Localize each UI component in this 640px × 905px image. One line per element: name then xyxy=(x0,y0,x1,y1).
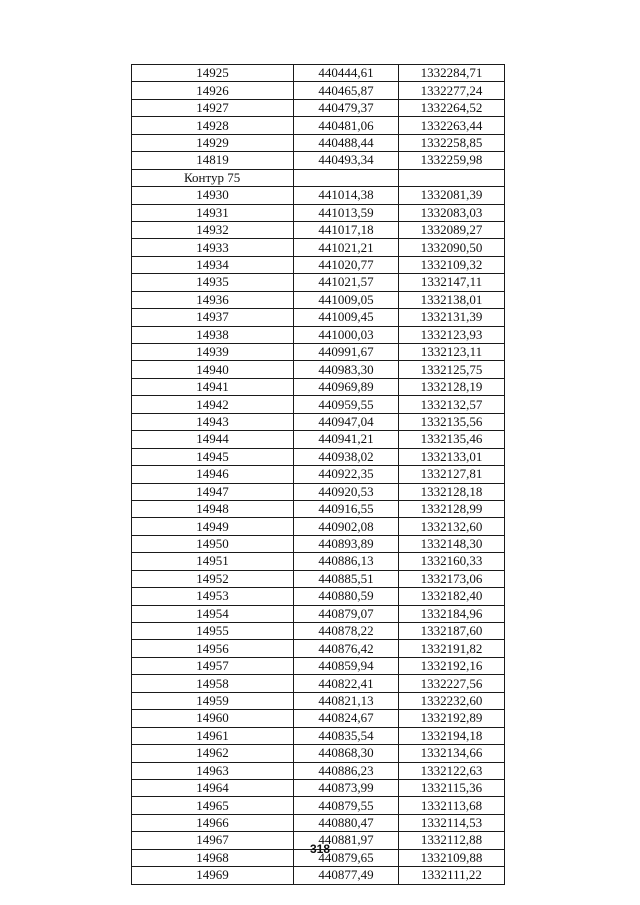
x-coordinate-cell: 441020,77 xyxy=(294,256,399,273)
y-coordinate-cell: 1332192,16 xyxy=(399,657,505,674)
point-number-cell: 14957 xyxy=(132,657,294,674)
table-row xyxy=(132,762,505,779)
table-row xyxy=(132,291,505,308)
point-number-cell: 14937 xyxy=(132,309,294,326)
x-coordinate-cell: 441013,59 xyxy=(294,204,399,221)
y-coordinate-cell: 1332182,40 xyxy=(399,588,505,605)
table-row xyxy=(132,204,505,221)
y-coordinate-cell: 1332112,88 xyxy=(399,832,505,849)
x-coordinate-cell: 440876,42 xyxy=(294,640,399,657)
point-number-cell: 14929 xyxy=(132,134,294,151)
table-row xyxy=(132,745,505,762)
x-coordinate-cell: 440859,94 xyxy=(294,657,399,674)
x-coordinate-cell: 440881,97 xyxy=(294,832,399,849)
point-number-cell: 14941 xyxy=(132,378,294,395)
y-coordinate-cell: 1332128,99 xyxy=(399,500,505,517)
y-coordinate-cell: 1332258,85 xyxy=(399,134,505,151)
y-coordinate-cell: 1332122,63 xyxy=(399,762,505,779)
point-number-cell: 14955 xyxy=(132,623,294,640)
point-number-cell: 14968 xyxy=(132,849,294,866)
point-number-cell: 14932 xyxy=(132,221,294,238)
table-row xyxy=(132,378,505,395)
point-number-cell: 14947 xyxy=(132,483,294,500)
table-row xyxy=(132,152,505,169)
table-row xyxy=(132,431,505,448)
x-coordinate-cell: 440880,47 xyxy=(294,814,399,831)
coordinates-table-body xyxy=(132,65,505,885)
table-row xyxy=(132,553,505,570)
point-number-cell: 14962 xyxy=(132,745,294,762)
table-row xyxy=(132,239,505,256)
y-coordinate-cell: 1332125,75 xyxy=(399,361,505,378)
x-coordinate-cell: 440941,21 xyxy=(294,431,399,448)
x-coordinate-cell: 440488,44 xyxy=(294,134,399,151)
y-coordinate-cell: 1332194,18 xyxy=(399,727,505,744)
y-coordinate-cell: 1332132,57 xyxy=(399,396,505,413)
point-number-cell: 14945 xyxy=(132,448,294,465)
table-row xyxy=(132,867,505,884)
y-coordinate-cell: 1332133,01 xyxy=(399,448,505,465)
x-coordinate-cell: 440969,89 xyxy=(294,378,399,395)
point-number-cell: 14960 xyxy=(132,710,294,727)
empty-cell xyxy=(294,169,399,186)
point-number-cell: 14942 xyxy=(132,396,294,413)
y-coordinate-cell: 1332127,81 xyxy=(399,466,505,483)
y-coordinate-cell: 1332111,22 xyxy=(399,867,505,884)
point-number-cell: 14939 xyxy=(132,344,294,361)
x-coordinate-cell: 440868,30 xyxy=(294,745,399,762)
table-row xyxy=(132,326,505,343)
point-number-cell: 14928 xyxy=(132,117,294,134)
y-coordinate-cell: 1332173,06 xyxy=(399,570,505,587)
x-coordinate-cell: 440959,55 xyxy=(294,396,399,413)
table-row xyxy=(132,117,505,134)
y-coordinate-cell: 1332109,32 xyxy=(399,256,505,273)
x-coordinate-cell: 441009,05 xyxy=(294,291,399,308)
x-coordinate-cell: 441021,21 xyxy=(294,239,399,256)
table-row xyxy=(132,605,505,622)
y-coordinate-cell: 1332147,11 xyxy=(399,274,505,291)
table-row xyxy=(132,448,505,465)
table-row xyxy=(132,65,505,82)
table-row xyxy=(132,518,505,535)
point-number-cell: 14940 xyxy=(132,361,294,378)
point-number-cell: 14967 xyxy=(132,832,294,849)
table-row xyxy=(132,535,505,552)
x-coordinate-cell: 440479,37 xyxy=(294,99,399,116)
table-row xyxy=(132,396,505,413)
y-coordinate-cell: 1332113,68 xyxy=(399,797,505,814)
y-coordinate-cell: 1332123,11 xyxy=(399,344,505,361)
y-coordinate-cell: 1332284,71 xyxy=(399,65,505,82)
x-coordinate-cell: 440880,59 xyxy=(294,588,399,605)
y-coordinate-cell: 1332114,53 xyxy=(399,814,505,831)
point-number-cell: 14936 xyxy=(132,291,294,308)
x-coordinate-cell: 440873,99 xyxy=(294,779,399,796)
x-coordinate-cell: 440886,23 xyxy=(294,762,399,779)
table-row xyxy=(132,588,505,605)
point-number-cell: 14959 xyxy=(132,692,294,709)
x-coordinate-cell: 440465,87 xyxy=(294,82,399,99)
page-number: 318 xyxy=(309,842,331,856)
point-number-cell: 14956 xyxy=(132,640,294,657)
y-coordinate-cell: 1332134,66 xyxy=(399,745,505,762)
y-coordinate-cell: 1332277,24 xyxy=(399,82,505,99)
y-coordinate-cell: 1332191,82 xyxy=(399,640,505,657)
x-coordinate-cell: 440991,67 xyxy=(294,344,399,361)
table-row xyxy=(132,779,505,796)
table-row xyxy=(132,187,505,204)
point-number-cell: 14963 xyxy=(132,762,294,779)
point-number-cell: 14934 xyxy=(132,256,294,273)
x-coordinate-cell: 440824,67 xyxy=(294,710,399,727)
table-row xyxy=(132,814,505,831)
table-row xyxy=(132,221,505,238)
point-number-cell: 14953 xyxy=(132,588,294,605)
point-number-cell: 14964 xyxy=(132,779,294,796)
point-number-cell: 14931 xyxy=(132,204,294,221)
point-number-cell: 14950 xyxy=(132,535,294,552)
x-coordinate-cell: 440444,61 xyxy=(294,65,399,82)
y-coordinate-cell: 1332128,18 xyxy=(399,483,505,500)
x-coordinate-cell: 440916,55 xyxy=(294,500,399,517)
table-row xyxy=(132,99,505,116)
x-coordinate-cell: 440879,07 xyxy=(294,605,399,622)
table-row xyxy=(132,344,505,361)
point-number-cell: 14946 xyxy=(132,466,294,483)
empty-cell xyxy=(399,169,505,186)
y-coordinate-cell: 1332083,03 xyxy=(399,204,505,221)
x-coordinate-cell: 441014,38 xyxy=(294,187,399,204)
table-row xyxy=(132,657,505,674)
y-coordinate-cell: 1332090,50 xyxy=(399,239,505,256)
x-coordinate-cell: 440983,30 xyxy=(294,361,399,378)
y-coordinate-cell: 1332184,96 xyxy=(399,605,505,622)
table-row xyxy=(132,623,505,640)
y-coordinate-cell: 1332263,44 xyxy=(399,117,505,134)
point-number-cell: 14958 xyxy=(132,675,294,692)
table-row xyxy=(132,692,505,709)
x-coordinate-cell: 441017,18 xyxy=(294,221,399,238)
point-number-cell: 14943 xyxy=(132,413,294,430)
point-number-cell: 14961 xyxy=(132,727,294,744)
point-number-cell: 14966 xyxy=(132,814,294,831)
x-coordinate-cell: 440481,06 xyxy=(294,117,399,134)
table-row xyxy=(132,361,505,378)
table-row xyxy=(132,483,505,500)
y-coordinate-cell: 1332259,98 xyxy=(399,152,505,169)
contour-label: Контур 75 xyxy=(132,169,294,186)
x-coordinate-cell: 440938,02 xyxy=(294,448,399,465)
point-number-cell: 14944 xyxy=(132,431,294,448)
table-row xyxy=(132,640,505,657)
y-coordinate-cell: 1332160,33 xyxy=(399,553,505,570)
table-row xyxy=(132,134,505,151)
point-number-cell: 14954 xyxy=(132,605,294,622)
x-coordinate-cell: 440885,51 xyxy=(294,570,399,587)
x-coordinate-cell: 440879,65 xyxy=(294,849,399,866)
y-coordinate-cell: 1332135,46 xyxy=(399,431,505,448)
x-coordinate-cell: 441021,57 xyxy=(294,274,399,291)
y-coordinate-cell: 1332109,88 xyxy=(399,849,505,866)
x-coordinate-cell: 440822,41 xyxy=(294,675,399,692)
table-row xyxy=(132,82,505,99)
x-coordinate-cell: 440920,53 xyxy=(294,483,399,500)
x-coordinate-cell: 440821,13 xyxy=(294,692,399,709)
table-row xyxy=(132,727,505,744)
x-coordinate-cell: 440947,04 xyxy=(294,413,399,430)
x-coordinate-cell: 440878,22 xyxy=(294,623,399,640)
y-coordinate-cell: 1332089,27 xyxy=(399,221,505,238)
y-coordinate-cell: 1332128,19 xyxy=(399,378,505,395)
point-number-cell: 14926 xyxy=(132,82,294,99)
point-number-cell: 14930 xyxy=(132,187,294,204)
y-coordinate-cell: 1332187,60 xyxy=(399,623,505,640)
table-row xyxy=(132,675,505,692)
x-coordinate-cell: 440893,89 xyxy=(294,535,399,552)
y-coordinate-cell: 1332227,56 xyxy=(399,675,505,692)
point-number-cell: 14965 xyxy=(132,797,294,814)
coordinates-table xyxy=(131,64,505,885)
y-coordinate-cell: 1332131,39 xyxy=(399,309,505,326)
contour-header-row xyxy=(132,169,505,186)
table-row xyxy=(132,710,505,727)
table-row xyxy=(132,256,505,273)
point-number-cell: 14933 xyxy=(132,239,294,256)
table-row xyxy=(132,466,505,483)
x-coordinate-cell: 440922,35 xyxy=(294,466,399,483)
x-coordinate-cell: 440879,55 xyxy=(294,797,399,814)
point-number-cell: 14819 xyxy=(132,152,294,169)
x-coordinate-cell: 441000,03 xyxy=(294,326,399,343)
point-number-cell: 14938 xyxy=(132,326,294,343)
table-row xyxy=(132,500,505,517)
y-coordinate-cell: 1332081,39 xyxy=(399,187,505,204)
y-coordinate-cell: 1332132,60 xyxy=(399,518,505,535)
x-coordinate-cell: 440902,08 xyxy=(294,518,399,535)
table-row xyxy=(132,797,505,814)
table-row xyxy=(132,570,505,587)
y-coordinate-cell: 1332135,56 xyxy=(399,413,505,430)
table-row xyxy=(132,413,505,430)
x-coordinate-cell: 440493,34 xyxy=(294,152,399,169)
point-number-cell: 14927 xyxy=(132,99,294,116)
x-coordinate-cell: 441009,45 xyxy=(294,309,399,326)
point-number-cell: 14925 xyxy=(132,65,294,82)
point-number-cell: 14935 xyxy=(132,274,294,291)
y-coordinate-cell: 1332192,89 xyxy=(399,710,505,727)
y-coordinate-cell: 1332115,36 xyxy=(399,779,505,796)
y-coordinate-cell: 1332232,60 xyxy=(399,692,505,709)
point-number-cell: 14948 xyxy=(132,500,294,517)
point-number-cell: 14949 xyxy=(132,518,294,535)
point-number-cell: 14952 xyxy=(132,570,294,587)
y-coordinate-cell: 1332123,93 xyxy=(399,326,505,343)
point-number-cell: 14969 xyxy=(132,867,294,884)
x-coordinate-cell: 440877,49 xyxy=(294,867,399,884)
x-coordinate-cell: 440835,54 xyxy=(294,727,399,744)
y-coordinate-cell: 1332138,01 xyxy=(399,291,505,308)
x-coordinate-cell: 440886,13 xyxy=(294,553,399,570)
table-row xyxy=(132,309,505,326)
table-row xyxy=(132,274,505,291)
y-coordinate-cell: 1332148,30 xyxy=(399,535,505,552)
point-number-cell: 14951 xyxy=(132,553,294,570)
y-coordinate-cell: 1332264,52 xyxy=(399,99,505,116)
